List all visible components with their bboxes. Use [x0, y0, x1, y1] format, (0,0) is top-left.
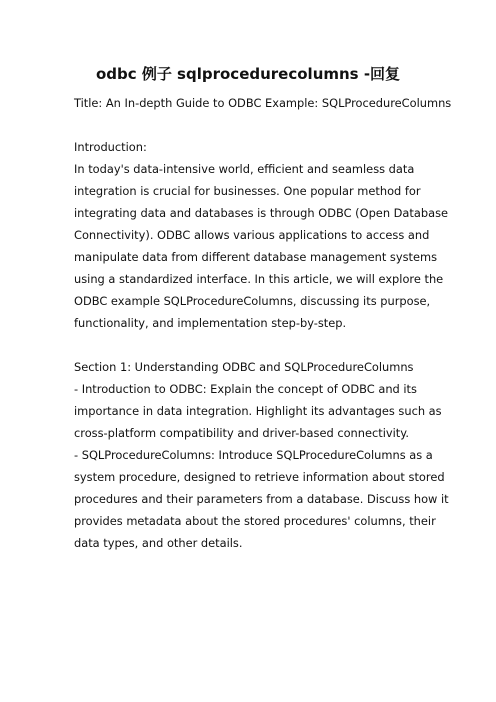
section-line: provides metadata about the stored procedures' columns, their	[74, 514, 436, 528]
spacer	[74, 334, 426, 356]
introduction-line: using a standardized interface. In this article, we will explore the	[74, 272, 444, 286]
section-line: - Introduction to ODBC: Explain the concept of ODBC and its	[74, 382, 417, 396]
spacer	[74, 114, 426, 136]
section-line: system procedure, designed to retrieve information about stored	[74, 470, 445, 484]
introduction-heading: Introduction:	[74, 140, 147, 154]
section-line: procedures and their parameters from a database. Discuss how it	[74, 492, 449, 506]
introduction-line: In today's data-intensive world, efficient and seamless data	[74, 162, 415, 176]
section-heading: Section 1: Understanding ODBC and SQLProcedureColumns	[74, 360, 414, 374]
section-line: data types, and other details.	[74, 536, 243, 550]
introduction-line: ODBC example SQLProcedureColumns, discussing its purpose,	[74, 294, 431, 308]
introduction-line: integration is crucial for businesses. One popular method for	[74, 184, 421, 198]
article-title: Title: An In-depth Guide to ODBC Example: SQLProcedureColumns	[74, 96, 452, 110]
document-heading: odbc 例子 sqlprocedurecolumns -回复	[95, 65, 401, 83]
introduction-line: Connectivity). ODBC allows various applications to access and	[74, 228, 430, 242]
document-body	[74, 92, 452, 554]
introduction-line: integrating data and databases is through ODBC (Open Database	[74, 206, 449, 220]
introduction-line: manipulate data from different database management systems	[74, 250, 438, 264]
section-line: cross-platform compatibility and driver-based connectivity.	[74, 426, 410, 440]
section-line: importance in data integration. Highlight its advantages such as	[74, 404, 442, 418]
section-line: - SQLProcedureColumns: Introduce SQLProcedureColumns as a	[74, 448, 433, 462]
introduction-line: functionality, and implementation step-by-step.	[74, 316, 347, 330]
